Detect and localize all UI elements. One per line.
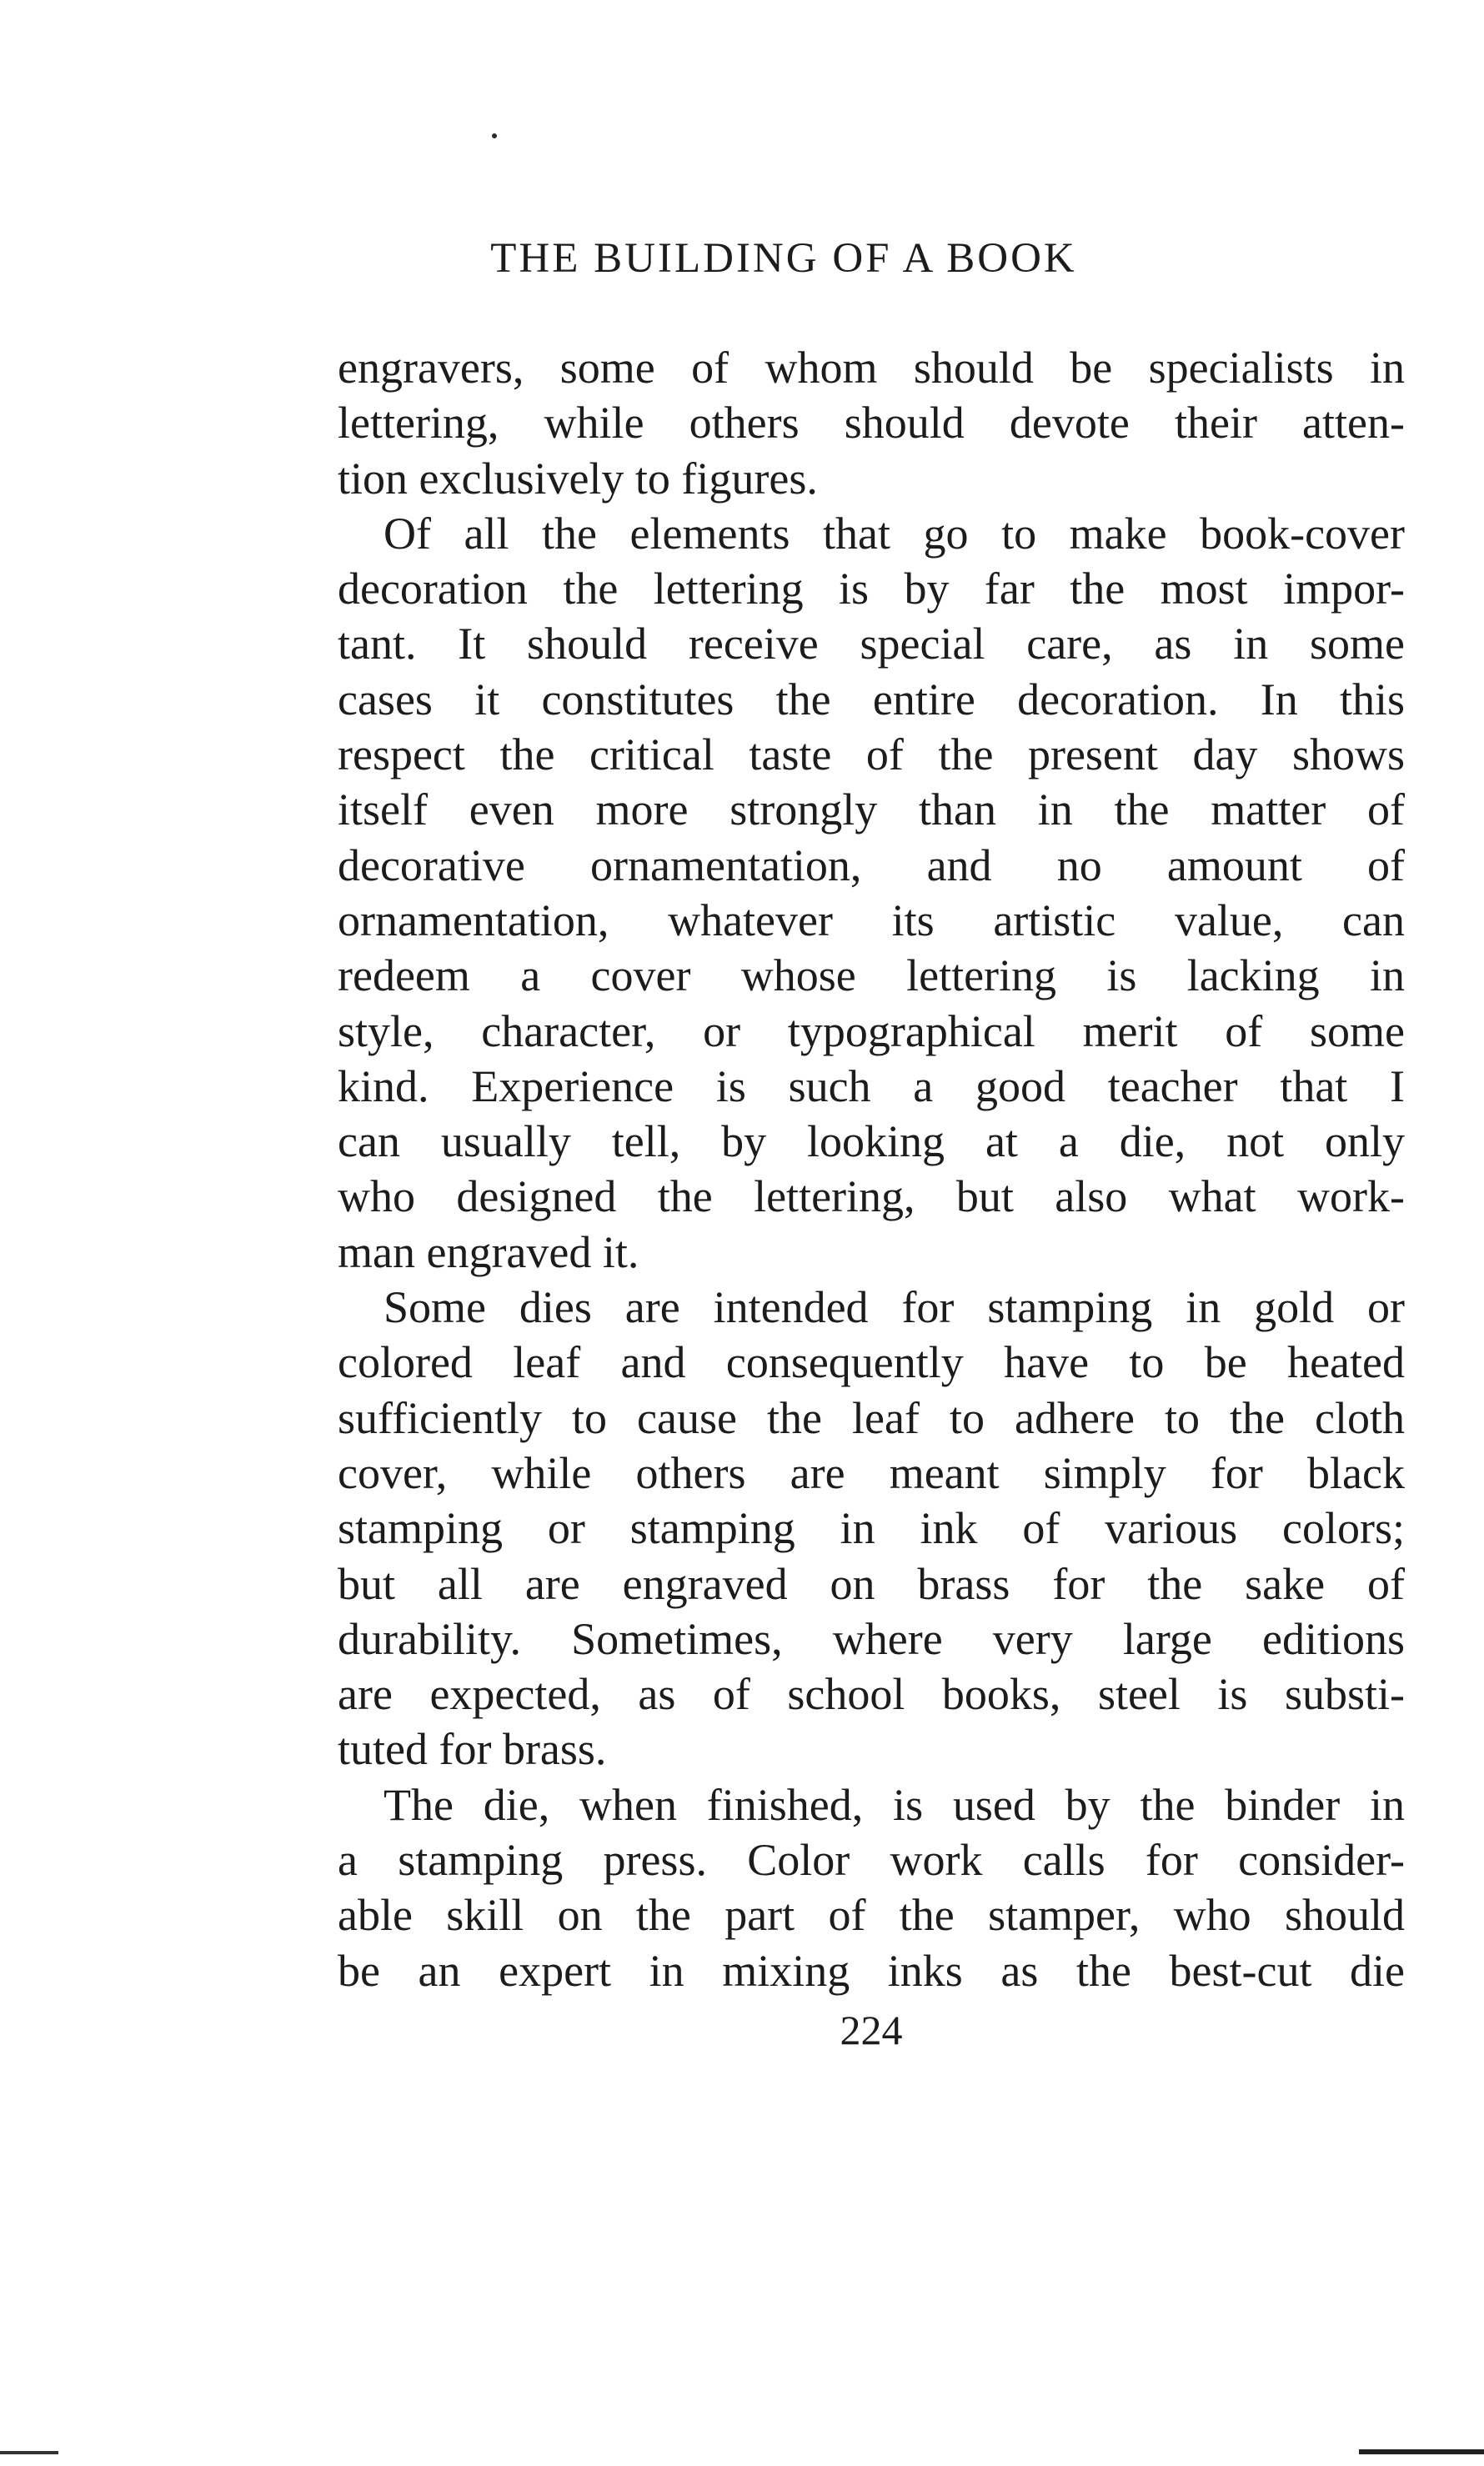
text-line: able skill on the part of the stamper, who should — [338, 1890, 1405, 1941]
body-text — [338, 340, 1405, 1998]
text-line: Of all the elements that go to make book-cover — [384, 508, 1405, 559]
text-line: but all are engraved on brass for the sake of — [338, 1558, 1405, 1609]
text-line: itself even more strongly than in the matter of — [338, 784, 1405, 835]
text-line: style, character, or typographical merit of some — [338, 1005, 1405, 1056]
scan-edge-mark-right — [1359, 2449, 1484, 2454]
text-line: man engraved it. — [338, 1226, 639, 1277]
text-line: durability. Sometimes, where very large editions — [338, 1613, 1405, 1664]
text-line: cover, while others are meant simply for black — [338, 1447, 1405, 1498]
text-line: decoration the lettering is by far the most impor- — [338, 564, 1405, 614]
text-line: tion exclusively to figures. — [338, 453, 818, 504]
text-line: respect the critical taste of the present day shows — [338, 729, 1405, 780]
text-line: The die, when finished, is used by the binder in — [384, 1779, 1405, 1830]
text-line: Some dies are intended for stamping in gold or — [384, 1282, 1405, 1333]
text-line: cases it constitutes the entire decoration. In this — [338, 674, 1405, 724]
text-line: redeem a cover whose lettering is lacking in — [338, 950, 1405, 1001]
text-line: kind. Experience is such a good teacher that I — [338, 1060, 1405, 1111]
text-line: who designed the lettering, but also what work- — [338, 1171, 1405, 1222]
text-line: be an expert in mixing inks as the best-cut die — [338, 1945, 1405, 1996]
scan-edge-mark-left — [0, 2451, 58, 2454]
text-line: decorative ornamentation, and no amount of — [338, 840, 1405, 890]
text-line: lettering, while others should devote their atten- — [338, 398, 1405, 449]
text-line: colored leaf and consequently have to be heated — [338, 1337, 1405, 1388]
text-line: tant. It should receive special care, as in some — [338, 619, 1405, 669]
text-line: a stamping press. Color work calls for consider- — [338, 1835, 1405, 1886]
text-line: stamping or stamping in ink of various colors; — [338, 1503, 1405, 1554]
running-head: THE BUILDING OF A BOOK — [490, 235, 1077, 282]
text-line: sufficiently to cause the leaf to adhere to the cloth — [338, 1392, 1405, 1443]
page-number: 224 — [840, 2007, 903, 2053]
text-line: tuted for brass. — [338, 1724, 607, 1775]
text-line: engravers, some of whom should be specialists in — [338, 343, 1405, 393]
ink-speck — [492, 133, 497, 138]
text-line: ornamentation, whatever its artistic value, can — [338, 895, 1405, 945]
text-line: can usually tell, by looking at a die, not only — [338, 1116, 1405, 1167]
text-line: are expected, as of school books, steel is substi- — [338, 1669, 1405, 1720]
